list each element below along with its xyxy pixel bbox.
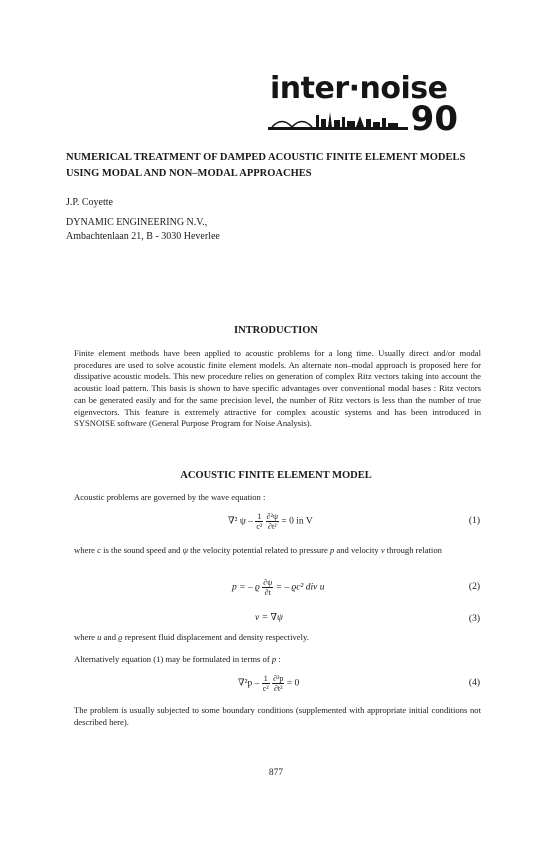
page-number: 877 bbox=[268, 768, 284, 778]
title-line-2: USING MODAL AND NON–MODAL APPROACHES bbox=[66, 168, 312, 179]
p2-text-f: through relation bbox=[384, 545, 442, 555]
author-block bbox=[66, 196, 220, 244]
p3-text-c: represent fluid displacement and density respectively. bbox=[122, 632, 309, 642]
section-heading-model: ACOUSTIC FINITE ELEMENT MODEL bbox=[180, 470, 372, 481]
equation-1-fraction-b bbox=[266, 512, 279, 531]
equation-4-expression bbox=[238, 674, 299, 693]
p2-symbol-p: p bbox=[329, 545, 335, 555]
equation-3-expression: v = ∇ψ bbox=[255, 613, 283, 623]
equation-1-frac-b-den: ∂t² bbox=[268, 522, 277, 531]
equation-4-frac-a-den: c² bbox=[262, 684, 269, 693]
author-affiliation: DYNAMIC ENGINEERING N.V., bbox=[66, 217, 208, 228]
equation-1-number: (1) bbox=[468, 516, 480, 526]
equation-1-expression bbox=[228, 512, 313, 531]
equation-1-frac-a-den: c² bbox=[256, 522, 263, 531]
section-heading-introduction: INTRODUCTION bbox=[233, 325, 318, 336]
p2-symbol-v: v bbox=[380, 545, 385, 555]
equation-4-rhs: = 0 bbox=[286, 678, 300, 689]
equation-2-lhs: p = – ϱ bbox=[232, 582, 260, 593]
title-line-1: NUMERICAL TREATMENT OF DAMPED ACOUSTIC FINITE ELEMENT MODELS bbox=[66, 152, 466, 163]
equation-4-frac-a-num: 1 bbox=[263, 674, 268, 683]
model-paragraph-2 bbox=[74, 545, 481, 557]
equation-4-frac-b-den: ∂t² bbox=[273, 684, 283, 693]
equation-2 bbox=[0, 578, 552, 598]
p3-text-b: and bbox=[101, 632, 119, 642]
p3-symbol-u: u bbox=[97, 632, 102, 642]
equation-2-expression bbox=[232, 578, 324, 597]
equation-2-rhs: = – ϱc² div u bbox=[275, 582, 325, 593]
equation-1-lhs: ∇² ψ – bbox=[228, 516, 253, 527]
p3-symbol-rho: ϱ bbox=[118, 632, 123, 642]
introduction-paragraph: Finite element methods have been applied to acoustic problems for a long time. Usually direct and/or modal procedures are used to solve acoustic finite element models. An alternate non–modal approach is proposed here for dissipative acoustic models. This new procedure relies on generation of complex Ritz vectors taking into account the acoustic load pattern. This basis is shown to have specific advantages over conventional modal bases : Ritz vectors can be generated easily and for the same precision level, the number of Ritz vectors is less than the number of true eigenvectors. This feature is extremely attractive for complex acoustic systems and has been introduced in SYSNOISE software (General Purpose Program for Noise Analysis). bbox=[74, 348, 481, 429]
equation-2-fraction bbox=[262, 578, 273, 597]
p2-symbol-psi: ψ bbox=[182, 545, 188, 555]
paper-title bbox=[66, 150, 496, 182]
equation-4-frac-b-num: ∂²p bbox=[273, 674, 284, 683]
conference-logo bbox=[268, 71, 458, 139]
city-skyline-icon bbox=[268, 110, 408, 132]
p2-symbol-c: c bbox=[97, 545, 101, 555]
logo-text-inter-noise: inter·noise bbox=[270, 71, 448, 106]
equation-1-rhs: = 0 in V bbox=[281, 516, 313, 527]
equation-1-frac-b-num: ∂²ψ bbox=[266, 512, 278, 521]
p2-text-a: where bbox=[74, 545, 98, 555]
equation-3-number: (3) bbox=[468, 614, 480, 624]
equation-2-frac-den: ∂t bbox=[264, 588, 271, 597]
p3-text-a: where bbox=[74, 632, 98, 642]
model-paragraph-4 bbox=[74, 654, 481, 666]
model-paragraph-5: The problem is usually subjected to some boundary conditions (supplemented with appropriate initial conditions not described here). bbox=[74, 705, 481, 727]
p2-text-d: the velocity potential related to pressure bbox=[187, 545, 330, 555]
equation-3 bbox=[0, 610, 552, 630]
p2-text-e: and velocity bbox=[334, 545, 381, 555]
equation-2-number: (2) bbox=[468, 582, 480, 592]
p4-text-a: Alternatively equation (1) may be formulated in terms of bbox=[74, 654, 272, 664]
author-address: Ambachtenlaan 21, B - 3030 Heverlee bbox=[66, 231, 220, 242]
logo-text-year: 90 bbox=[410, 99, 458, 139]
equation-1-fraction-a bbox=[255, 512, 263, 531]
model-paragraph-3 bbox=[74, 632, 481, 644]
equation-4-lhs: ∇²p – bbox=[238, 678, 260, 689]
equation-4-fraction-a bbox=[262, 674, 270, 693]
model-paragraph-1: Acoustic problems are governed by the wave equation : bbox=[74, 492, 266, 502]
p4-symbol-p: p bbox=[271, 654, 277, 664]
p4-text-b: : bbox=[276, 654, 281, 664]
equation-1-frac-a-num: 1 bbox=[257, 512, 262, 521]
equation-2-frac-num: ∂ψ bbox=[263, 578, 273, 587]
equation-4 bbox=[0, 674, 552, 694]
equation-4-number: (4) bbox=[468, 678, 480, 688]
author-name: J.P. Coyette bbox=[66, 197, 113, 208]
equation-4-fraction-b bbox=[272, 674, 284, 693]
p2-text-b: is the sound speed and bbox=[100, 545, 183, 555]
equation-1 bbox=[0, 512, 552, 532]
